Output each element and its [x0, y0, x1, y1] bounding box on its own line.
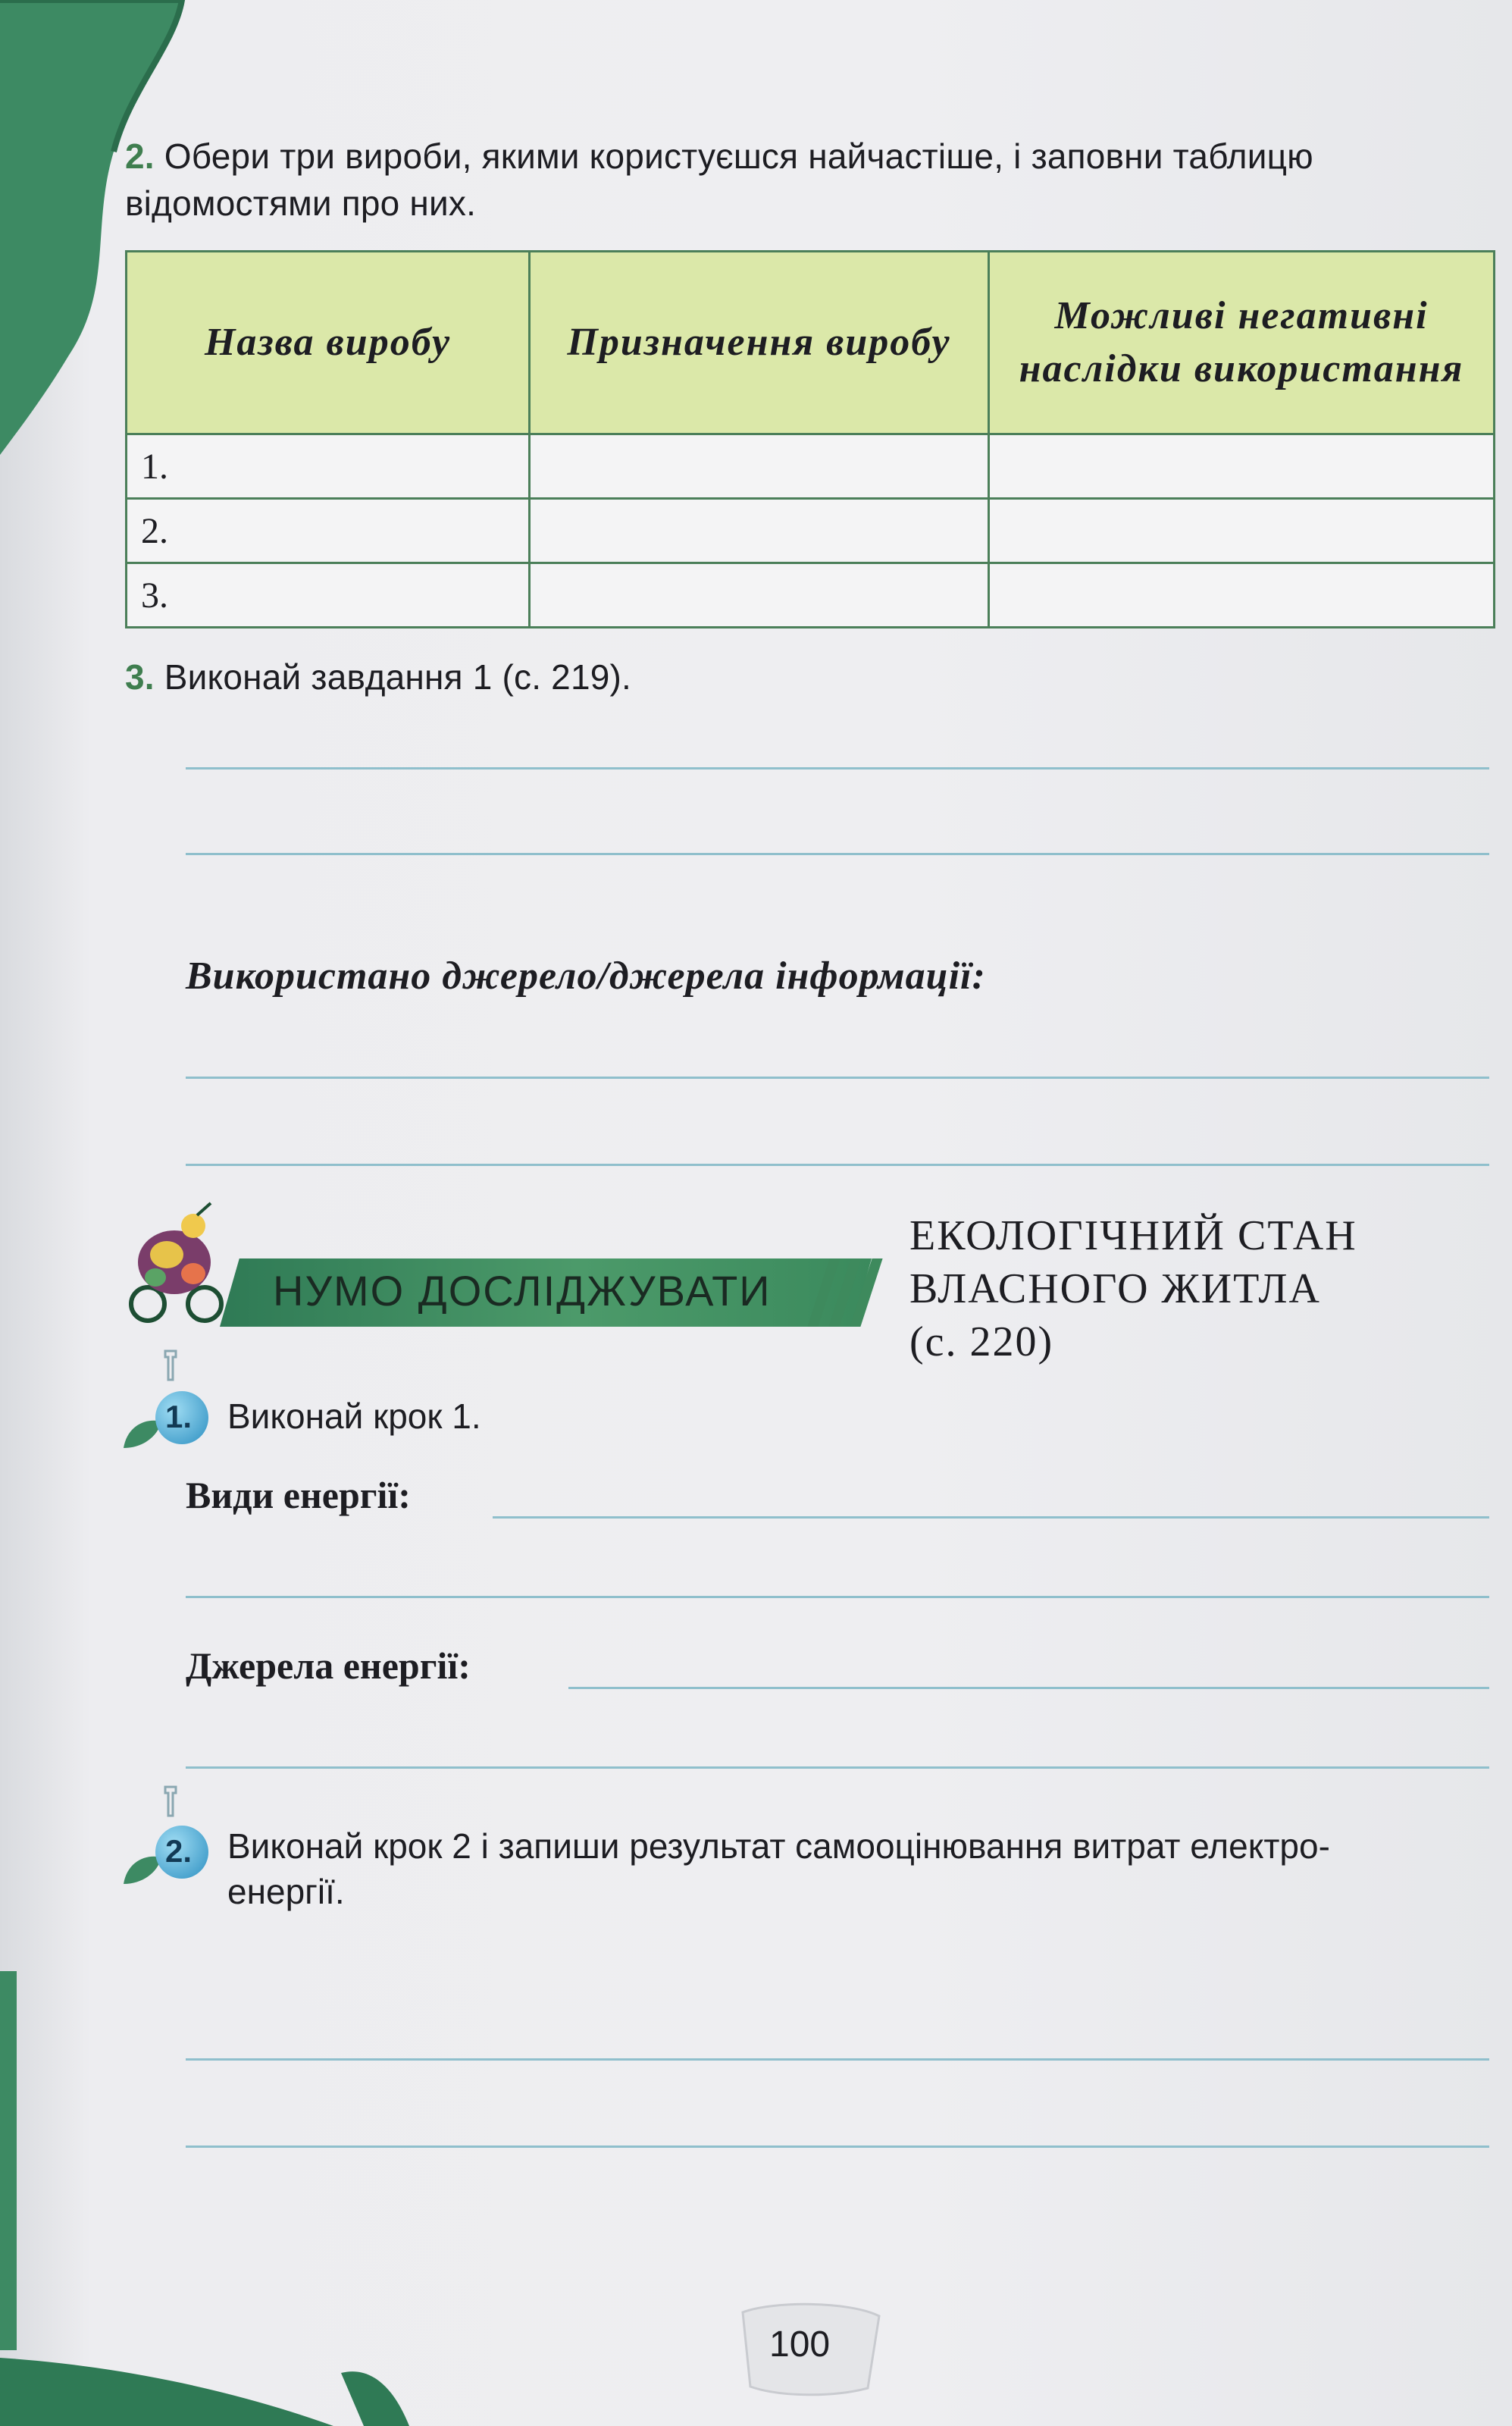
research-title-line1: ЕКОЛОГІЧНИЙ СТАН	[909, 1212, 1357, 1259]
flask-icon	[152, 1349, 189, 1395]
step2-text	[227, 1823, 1330, 1914]
writing-line[interactable]	[186, 1077, 1489, 1079]
energy-sources-label: Джерела енергії:	[186, 1644, 471, 1687]
flask-icon	[152, 1785, 189, 1831]
writing-line[interactable]	[568, 1687, 1489, 1689]
row-number: 3.	[127, 563, 530, 628]
table-cell[interactable]	[530, 563, 989, 628]
task2-number: 2.	[125, 136, 155, 176]
table-row	[127, 434, 1495, 499]
task2-line2: відомостями про них.	[125, 183, 477, 223]
left-edge-strip	[0, 1971, 17, 2350]
writing-line[interactable]	[186, 2058, 1489, 2061]
research-title-line2: ВЛАСНОГО ЖИТЛА	[909, 1265, 1321, 1312]
writing-line[interactable]	[186, 767, 1489, 769]
table-cell[interactable]	[530, 434, 989, 499]
table-row	[127, 499, 1495, 563]
writing-line[interactable]	[493, 1516, 1489, 1519]
step1-number: 1.	[165, 1399, 193, 1434]
table-header-row	[127, 252, 1495, 434]
header-purpose: Призначення виробу	[530, 252, 989, 434]
writing-line[interactable]	[186, 1766, 1489, 1769]
research-title	[909, 1209, 1357, 1368]
writing-line[interactable]	[186, 1596, 1489, 1598]
table-cell[interactable]	[530, 499, 989, 563]
step2-number: 2.	[165, 1833, 193, 1869]
task2-line1: Обери три вироби, якими користуєшся найчастіше, і заповни таблицю	[164, 136, 1313, 176]
step2-line2: енергії.	[227, 1872, 345, 1911]
task3-number: 3.	[125, 657, 155, 697]
header-product-name: Назва виробу	[127, 252, 530, 434]
energy-types-label: Види енергії:	[186, 1474, 411, 1516]
research-title-line3: (с. 220)	[909, 1318, 1054, 1365]
task3-text	[125, 654, 631, 701]
table-cell[interactable]	[989, 563, 1495, 628]
header-consequences: Можливі негативні наслідки використання	[989, 252, 1495, 434]
table-cell[interactable]	[989, 434, 1495, 499]
step2-line1: Виконай крок 2 і запиши результат самооцінювання витрат електро-	[227, 1826, 1330, 1866]
products-table	[125, 250, 1495, 628]
step1-text: Виконай крок 1.	[227, 1396, 481, 1436]
cyclist-mascot-icon	[121, 1202, 227, 1327]
table-row	[127, 563, 1495, 628]
sources-label: Використано джерело/джерела інформації:	[186, 954, 986, 998]
row-number: 2.	[127, 499, 530, 563]
page-number: 100	[769, 2324, 831, 2365]
research-banner-text: НУМО ДОСЛІДЖУВАТИ	[273, 1267, 772, 1315]
writing-line[interactable]	[186, 853, 1489, 855]
writing-line[interactable]	[186, 1164, 1489, 1166]
table-cell[interactable]	[989, 499, 1495, 563]
writing-line[interactable]	[186, 2145, 1489, 2148]
task3-label: Виконай завдання 1 (с. 219).	[164, 657, 632, 697]
row-number: 1.	[127, 434, 530, 499]
leaf-bottom-icon	[0, 2343, 424, 2426]
task2-text	[125, 133, 1313, 227]
